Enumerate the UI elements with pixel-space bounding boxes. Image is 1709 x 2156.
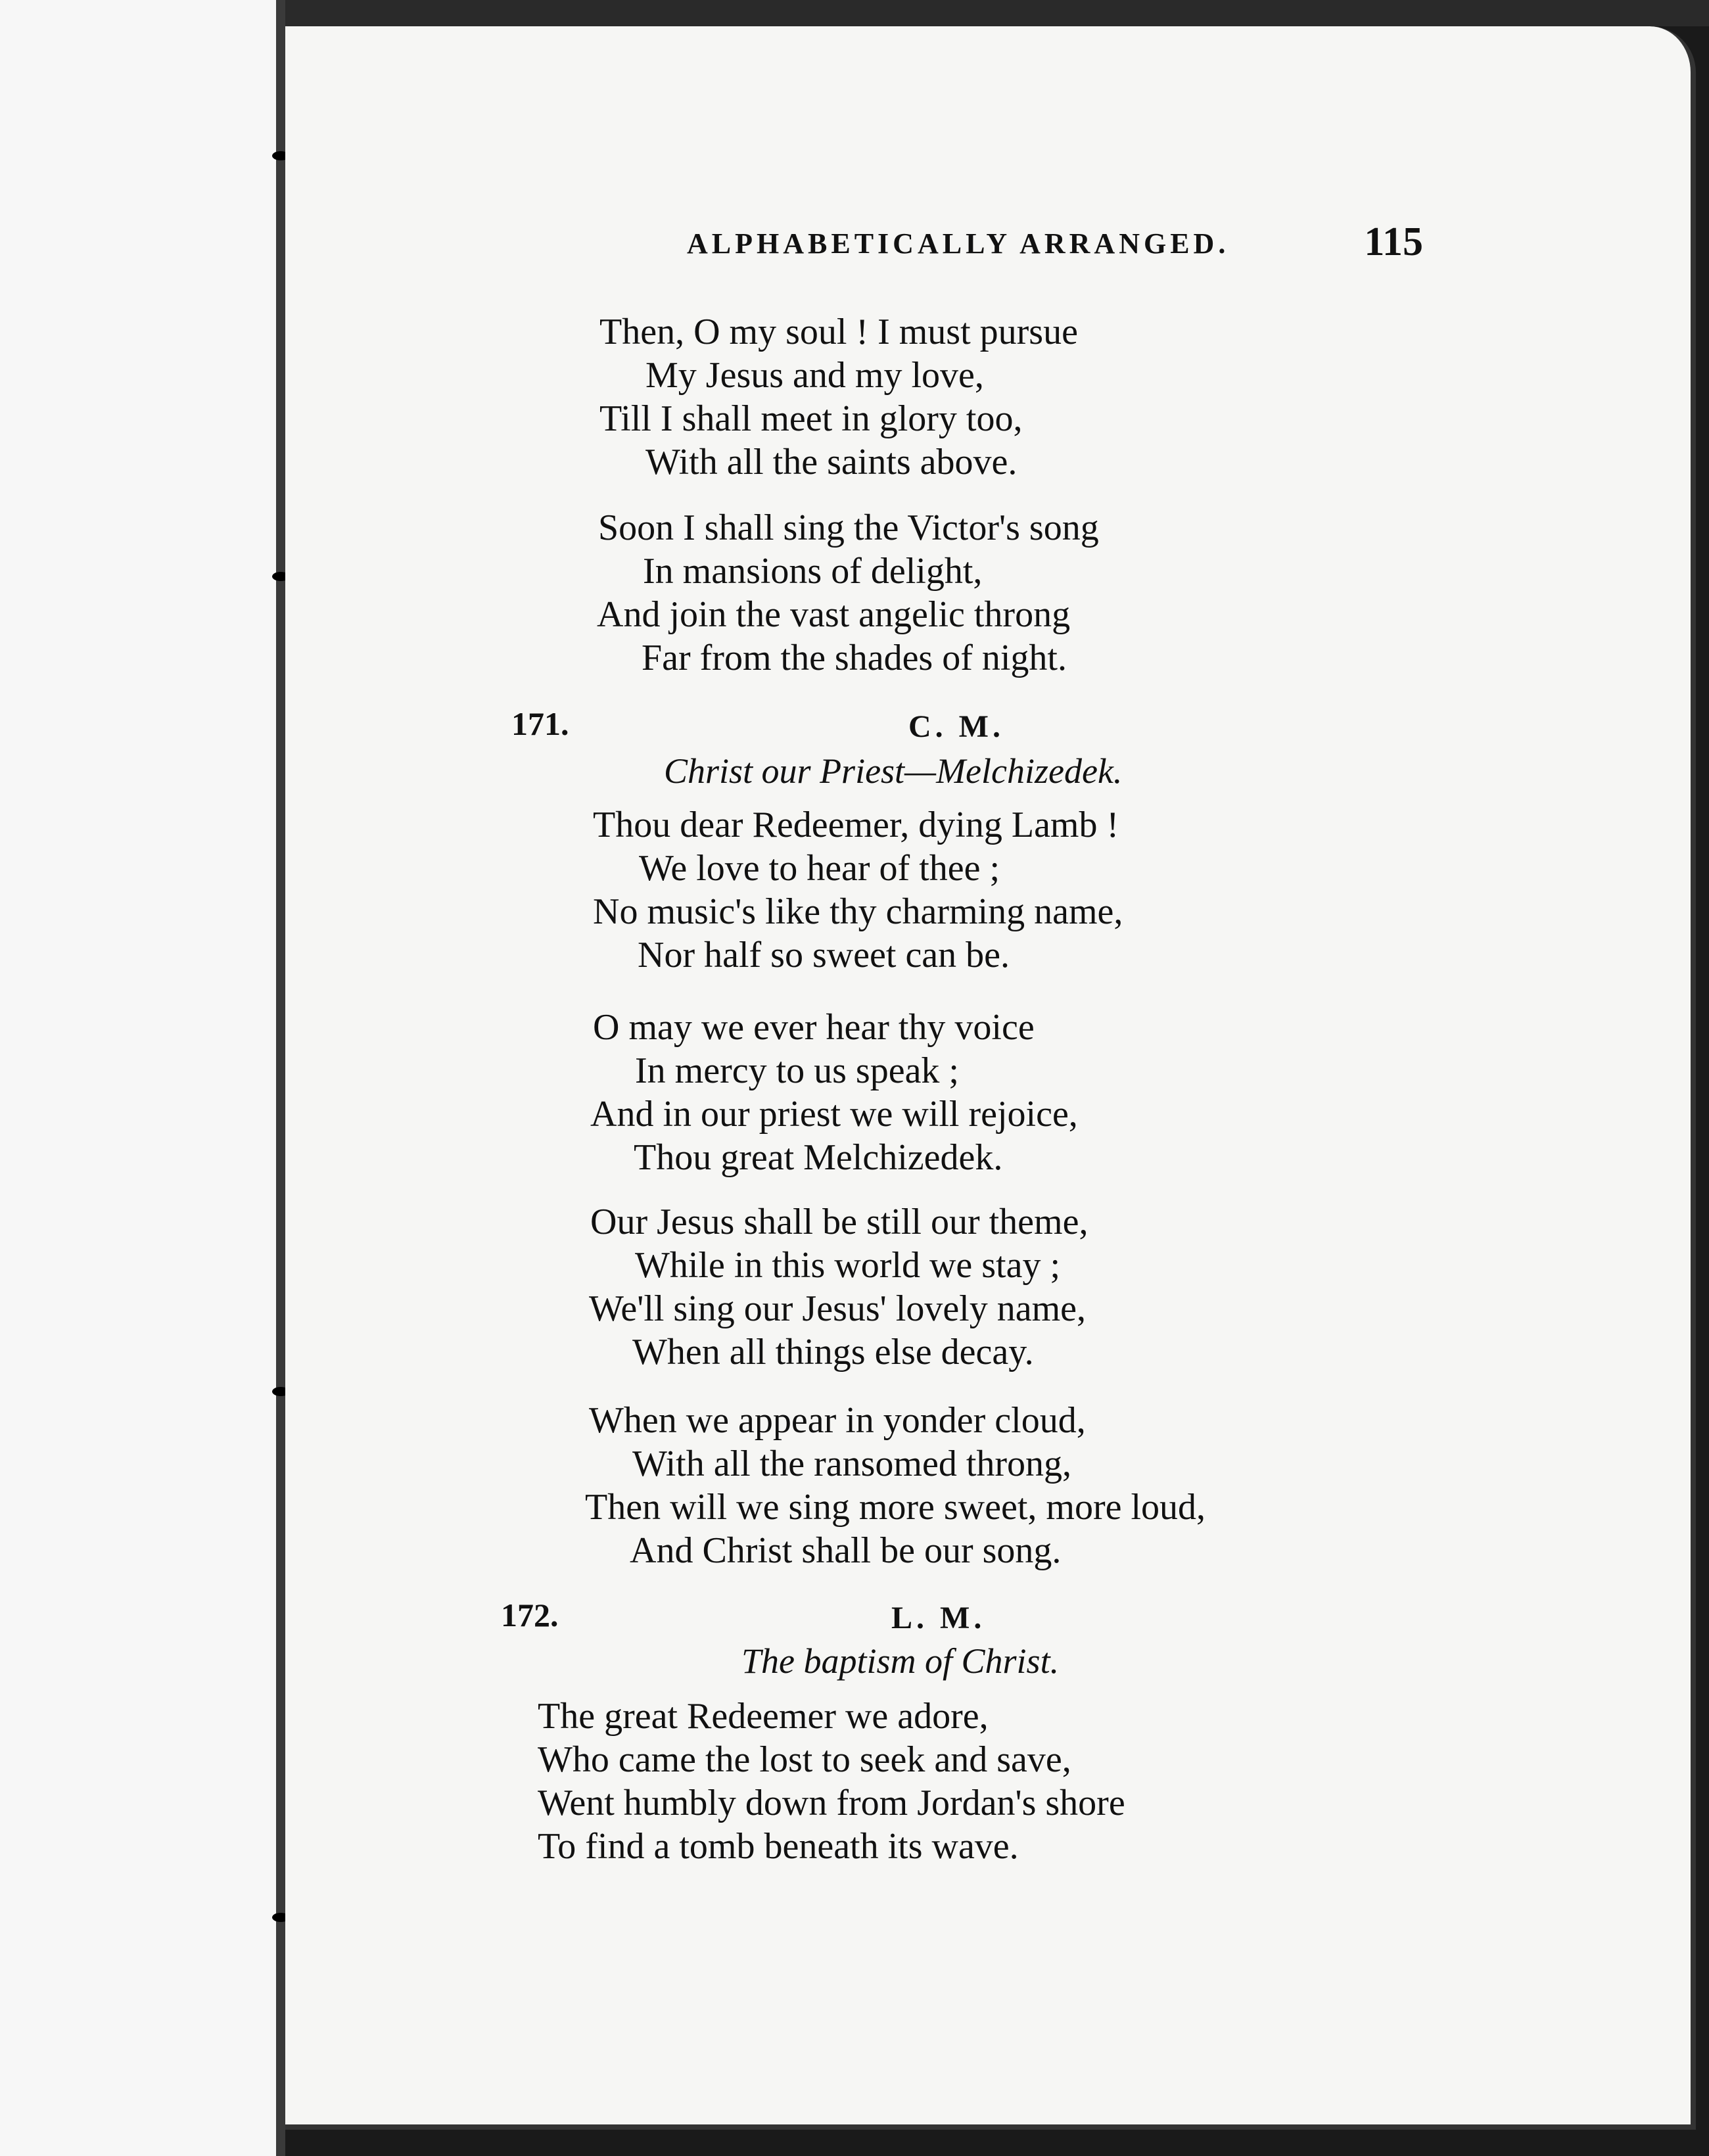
book-gutter <box>276 0 285 2156</box>
verse-line: Far from the shades of night. <box>642 638 1067 678</box>
hymn-number: 172. <box>501 1597 559 1633</box>
verse-line: Nor half so sweet can be. <box>638 935 1010 975</box>
verse-line: And in our priest we will rejoice, <box>590 1094 1078 1135</box>
facing-page-edge <box>0 0 280 2156</box>
verse-line: When all things else decay. <box>632 1332 1034 1372</box>
hymn-meter: L. M. <box>891 1601 986 1635</box>
running-title: ALPHABETICALLY ARRANGED. <box>687 227 1230 260</box>
verse-line: With all the saints above. <box>645 442 1018 482</box>
page-number: 115 <box>1364 220 1423 264</box>
hymn-number: 171. <box>511 705 569 742</box>
verse-line: Thou great Melchizedek. <box>634 1137 1003 1178</box>
verse-line: The great Redeemer we adore, <box>538 1696 989 1737</box>
verse-line: Till I shall meet in glory too, <box>599 398 1023 439</box>
verse-line: Then, O my soul ! I must pursue <box>599 312 1078 352</box>
verse-line: O may we ever hear thy voice <box>593 1007 1035 1048</box>
verse-line: Soon I shall sing the Victor's song <box>598 507 1099 548</box>
verse-line: And Christ shall be our song. <box>630 1530 1062 1571</box>
verse-line: And join the vast angelic throng <box>597 594 1071 635</box>
verse-line: In mercy to us speak ; <box>635 1050 959 1091</box>
verse-line: While in this world we stay ; <box>635 1245 1061 1286</box>
verse-line: Thou dear Redeemer, dying Lamb ! <box>593 805 1119 845</box>
verse-line: Who came the lost to seek and save, <box>538 1739 1071 1780</box>
scan-top-edge <box>285 0 1709 26</box>
verse-line: We'll sing our Jesus' lovely name, <box>589 1288 1086 1329</box>
hymn-subtitle: Christ our Priest—Melchizedek. <box>664 751 1123 791</box>
verse-line: Then will we sing more sweet, more loud, <box>585 1487 1206 1528</box>
page-header <box>687 220 1423 273</box>
verse-line: With all the ransomed throng, <box>632 1443 1072 1484</box>
verse-line: To find a tomb beneath its wave. <box>538 1826 1019 1867</box>
verse-line: Our Jesus shall be still our theme, <box>590 1202 1089 1242</box>
verse-line: Went humbly down from Jordan's shore <box>538 1783 1125 1823</box>
verse-line: When we appear in yonder cloud, <box>589 1400 1086 1441</box>
hymn-meter: C. M. <box>908 709 1004 744</box>
verse-line: In mansions of delight, <box>643 551 983 592</box>
verse-line: My Jesus and my love, <box>645 355 984 396</box>
verse-line: No music's like thy charming name, <box>593 891 1123 932</box>
verse-line: We love to hear of thee ; <box>639 848 1000 889</box>
hymn-subtitle: The baptism of Christ. <box>741 1641 1060 1681</box>
